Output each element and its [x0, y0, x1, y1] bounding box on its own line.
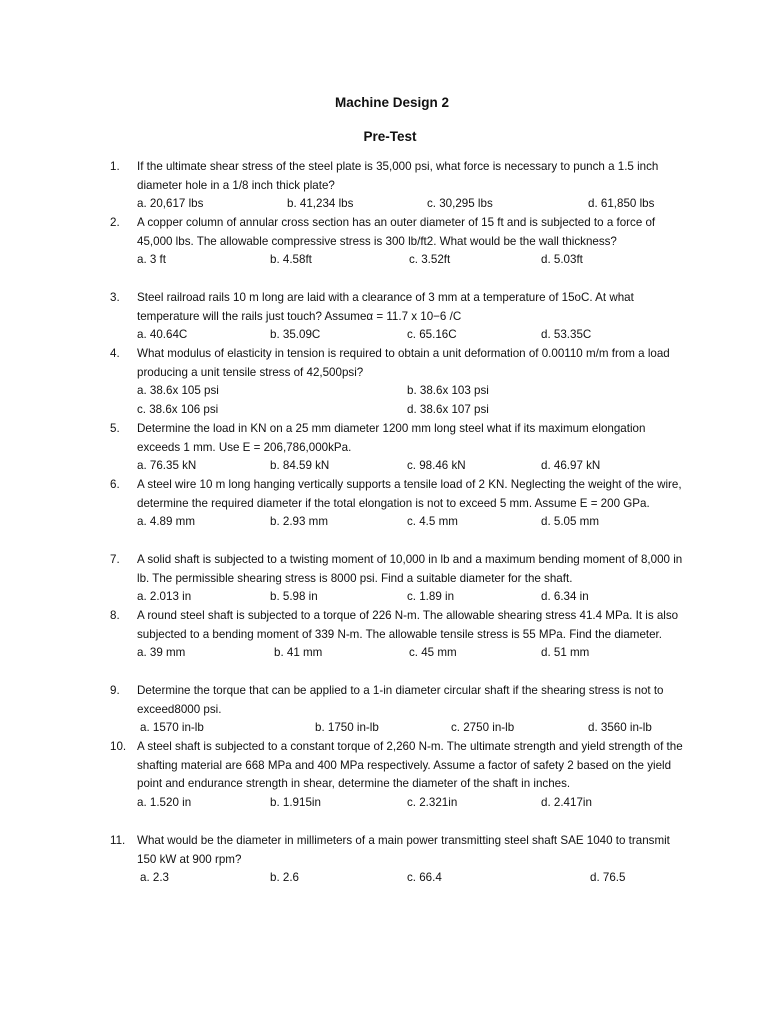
question-item — [110, 289, 690, 345]
question-item — [110, 551, 690, 607]
option-c: c. 4.5 mm — [407, 515, 458, 529]
option-a: a. 38.6x 105 psi — [137, 384, 219, 398]
answer-options — [137, 195, 690, 214]
option-d: d. 76.5 — [590, 871, 626, 885]
answer-options — [137, 326, 690, 345]
question-text: A steel shaft is subjected to a constant torque of 2,260 N-m. The ultimate strength and yield strength of the shafting material are 668 MPa and 400 MPa respectively. Assume a factor of safety 2 based on the yield point and endurance strength in shear, determine the diameter of the shaft in inches. — [137, 740, 683, 791]
option-a: a. 76.35 kN — [137, 459, 197, 473]
option-c: c. 2.321in — [407, 795, 458, 809]
question-item — [110, 345, 690, 419]
option-c: c. 98.46 kN — [407, 459, 466, 473]
question-text: A copper column of annular cross section has an outer diameter of 15 ft and is subjected to a force of 45,000 lbs. The allowable compressive stress is 300 lb/ft2. What would be the wall thickness? — [137, 216, 656, 248]
question-text: Determine the load in KN on a 25 mm diameter 1200 mm long steel what if its maximum elongation exceeds 1 mm. Use E = 206,786,000kPa. — [137, 422, 646, 454]
answer-options — [137, 719, 690, 738]
option-a: a. 2.013 in — [137, 590, 192, 604]
option-d: d. 6.34 in — [541, 590, 589, 604]
question-item — [110, 832, 690, 888]
page-title: Machine Design 2 — [334, 95, 450, 110]
answer-options — [137, 588, 690, 607]
option-d: d. 61,850 lbs — [588, 197, 655, 211]
option-a: a. 39 mm — [137, 646, 186, 660]
option-d: d. 38.6x 107 psi — [407, 402, 489, 416]
option-a: a. 20,617 lbs — [137, 197, 204, 211]
option-d: d. 2.417in — [541, 795, 592, 809]
option-c: c. 66.4 — [407, 871, 442, 885]
question-number: 9. — [110, 684, 120, 697]
option-b: b. 4.58ft — [270, 253, 312, 267]
option-a: a. 4.89 mm — [137, 515, 195, 529]
question-text: A round steel shaft is subjected to a torque of 226 N-m. The allowable shearing stress 41.4 MPa. It is also subjected to a bending moment of 339 N-m. The allowable tensile stress is 55 MPa. Find the diameter. — [137, 609, 679, 641]
question-number: 11. — [110, 834, 126, 847]
option-b: b. 2.93 mm — [270, 515, 328, 529]
question-number: 2. — [110, 216, 120, 229]
option-b: b. 38.6x 103 psi — [407, 384, 489, 398]
question-text: What would be the diameter in millimeters of a main power transmitting steel shaft SAE 1040 to transmit 150 kW at 900 rpm? — [137, 834, 670, 866]
question-text: A steel wire 10 m long hanging vertically supports a tensile load of 2 KN. Neglecting the weight of the wire, determine the required diameter if the total elongation is not to exceed 5 mm. Assume E = 200 GPa. — [137, 478, 682, 510]
option-a: a. 2.3 — [140, 871, 170, 885]
option-c: c. 3.52ft — [409, 253, 451, 267]
question-number: 8. — [110, 609, 120, 622]
option-b: b. 41 mm — [274, 646, 323, 660]
question-text: A solid shaft is subjected to a twisting moment of 10,000 in lb and a maximum bending moment of 8,000 in lb. The permissible shearing stress is 8000 psi. Find a suitable diameter for the shaft. — [137, 553, 683, 585]
question-number: 4. — [110, 347, 120, 360]
option-c: c. 30,295 lbs — [427, 197, 493, 211]
option-b: b. 41,234 lbs — [287, 197, 354, 211]
question-text: Determine the torque that can be applied to a 1-in diameter circular shaft if the shearing stress is not to exceed8000 psi. — [137, 684, 664, 716]
option-d: d. 3560 in-lb — [588, 721, 652, 735]
question-item — [110, 420, 690, 476]
option-d: d. 46.97 kN — [541, 459, 601, 473]
question-item — [110, 682, 690, 738]
option-b: b. 84.59 kN — [270, 459, 330, 473]
answer-options — [137, 401, 690, 420]
question-item — [110, 607, 690, 663]
option-a: a. 40.64C — [137, 328, 188, 342]
option-b: b. 2.6 — [270, 871, 300, 885]
question-item — [110, 158, 690, 214]
option-b: b. 35.09C — [270, 328, 321, 342]
option-a: a. 3 ft — [137, 253, 167, 267]
option-d: d. 5.03ft — [541, 253, 583, 267]
option-b: b. 5.98 in — [270, 590, 318, 604]
option-d: d. 51 mm — [541, 646, 590, 660]
option-c: c. 2750 in-lb — [451, 721, 515, 735]
question-text: Steel railroad rails 10 m long are laid with a clearance of 3 mm at a temperature of 15oC. At what temperature will the rails just touch? Assumeα = 11.7 x 10−6 /C — [137, 291, 634, 323]
option-c: c. 45 mm — [409, 646, 457, 660]
option-a: a. 1570 in-lb — [140, 721, 204, 735]
option-c: c. 38.6x 106 psi — [137, 402, 219, 416]
question-number: 5. — [110, 422, 120, 435]
option-d: d. 5.05 mm — [541, 515, 599, 529]
question-text: If the ultimate shear stress of the steel plate is 35,000 psi, what force is necessary to punch a 1.5 inch diameter hole in a 1/8 inch thick plate? — [137, 160, 659, 192]
answer-options — [137, 869, 690, 888]
question-number: 6. — [110, 478, 120, 491]
question-number: 1. — [110, 160, 120, 173]
question-text: What modulus of elasticity in tension is required to obtain a unit deformation of 0.00110 m/m from a load producing a unit tensile stress of 42,500psi? — [137, 347, 670, 379]
question-number: 3. — [110, 291, 120, 304]
answer-options — [137, 382, 690, 401]
answer-options — [137, 251, 690, 270]
option-c: c. 65.16C — [407, 328, 457, 342]
question-item — [110, 476, 690, 532]
answer-options — [137, 644, 690, 663]
answer-options — [137, 794, 690, 813]
option-b: b. 1.915in — [270, 795, 321, 809]
option-a: a. 1.520 in — [137, 795, 192, 809]
question-number: 10. — [110, 740, 127, 753]
option-d: d. 53.35C — [541, 328, 592, 342]
question-item — [110, 214, 690, 270]
page-subtitle: Pre-Test — [363, 129, 417, 144]
answer-options — [137, 457, 690, 476]
question-item — [110, 738, 690, 812]
question-number: 7. — [110, 553, 120, 566]
option-c: c. 1.89 in — [407, 590, 455, 604]
answer-options — [137, 513, 690, 532]
option-b: b. 1750 in-lb — [315, 721, 379, 735]
